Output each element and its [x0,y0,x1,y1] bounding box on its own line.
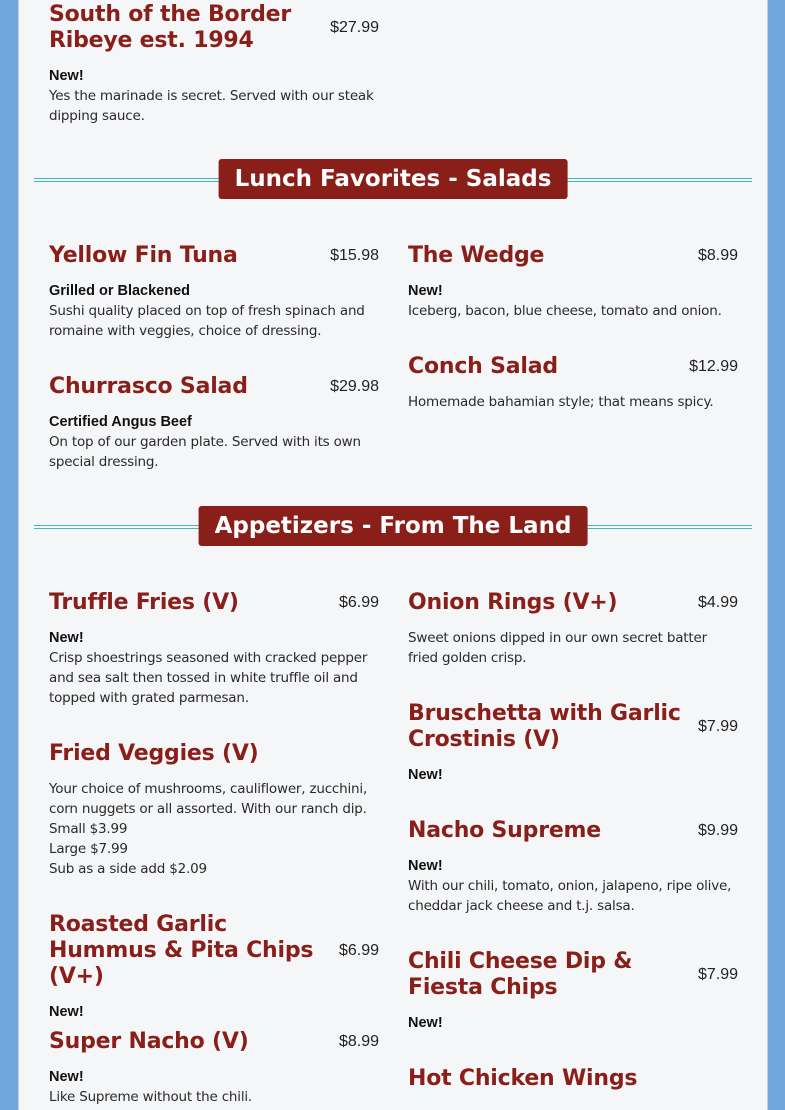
menu-page [18,0,768,1110]
item-tag: New! [49,1069,84,1085]
item-tag: New! [408,283,443,299]
item-title: Yellow Fin Tuna [49,243,238,268]
item-title: Nacho Supreme [408,818,602,843]
item-description: Crisp shoestrings seasoned with cracked pepper and sea salt then tossed in white truffle oil and topped with grated parmesan. [49,650,368,706]
menu-item-truffle-fries [49,590,379,708]
section-title: Lunch Favorites - Salads [219,159,568,199]
item-tag: New! [408,1015,443,1031]
item-tag: New! [49,1004,84,1020]
item-title: Onion Rings (V+) [408,590,618,615]
menu-item-hot-chicken-wings [408,1066,738,1092]
item-title: Conch Salad [408,354,558,379]
menu-item-fried-veggies [49,741,379,879]
item-price: $8.99 [338,1033,379,1050]
item-tag: New! [49,630,84,646]
section-banner-appetizers [34,506,752,546]
item-description: Homemade bahamian style; that means spicy. [408,394,714,410]
item-price-line: Large $7.99 [49,841,128,857]
item-price: $8.99 [697,247,738,264]
menu-item-the-wedge [408,243,738,321]
item-price: $12.99 [689,358,738,375]
item-description: Yes the marinade is secret. Served with our steak dipping sauce. [49,88,374,124]
menu-item-onion-rings [408,590,738,668]
item-title: South of the Border Ribeye est. 1994 [49,2,292,53]
menu-item-bruschetta [408,701,738,785]
item-description: On top of our garden plate. Served with its own special dressing. [49,434,361,470]
item-tag: Certified Angus Beef [49,414,192,430]
item-title: Fried Veggies (V) [49,741,259,766]
item-price: $9.99 [697,822,738,839]
menu-item-nacho-supreme [408,818,738,916]
item-title: Super Nacho (V) [49,1029,249,1054]
item-title: Truffle Fries (V) [49,590,239,615]
menu-item-yellow-fin-tuna [49,243,379,341]
item-description: With our chili, tomato, onion, jalapeno, ripe olive, cheddar jack cheese and t.j. salsa. [408,878,732,914]
menu-item-chili-cheese-dip [408,949,738,1033]
menu-item-hummus [49,912,379,1022]
item-description: Like Supreme without the chili. [49,1089,253,1105]
item-price: $4.99 [697,594,738,611]
item-tag: Grilled or Blackened [49,283,191,299]
item-title: Churrasco Salad [49,374,248,399]
item-title: The Wedge [408,243,545,268]
item-tag: New! [408,858,443,874]
item-description: Sweet onions dipped in our own secret batter fried golden crisp. [408,630,707,666]
item-price: $29.98 [330,378,379,395]
item-tag: New! [49,68,84,84]
menu-item-ribeye [49,2,379,126]
item-price: $7.99 [697,718,738,735]
item-title: Chili Cheese Dip & Fiesta Chips [408,949,633,1000]
item-price: $15.98 [330,247,379,264]
item-price: $6.99 [338,594,379,611]
item-tag: New! [408,767,443,783]
item-price-line: Sub as a side add $2.09 [49,861,207,877]
menu-item-conch-salad [408,354,738,412]
section-title: Appetizers - From The Land [199,506,588,546]
item-price: $7.99 [697,966,738,983]
item-price: $27.99 [330,19,379,36]
menu-item-super-nacho [49,1029,379,1107]
menu-item-churrasco-salad [49,374,379,472]
item-title: Roasted Garlic Hummus & Pita Chips (V+) [49,912,314,989]
item-price: $6.99 [338,942,379,959]
item-description: Iceberg, bacon, blue cheese, tomato and onion. [408,303,722,319]
item-title: Hot Chicken Wings [408,1066,638,1091]
item-title: Bruschetta with Garlic Crostinis (V) [408,701,681,752]
item-description: Sushi quality placed on top of fresh spinach and romaine with veggies, choice of dressing. [49,303,365,339]
item-price-line: Small $3.99 [49,821,128,837]
item-description: Your choice of mushrooms, cauliflower, zucchini, corn nuggets or all assorted. With our ranch dip. [49,781,368,817]
section-banner-salads [34,159,752,199]
